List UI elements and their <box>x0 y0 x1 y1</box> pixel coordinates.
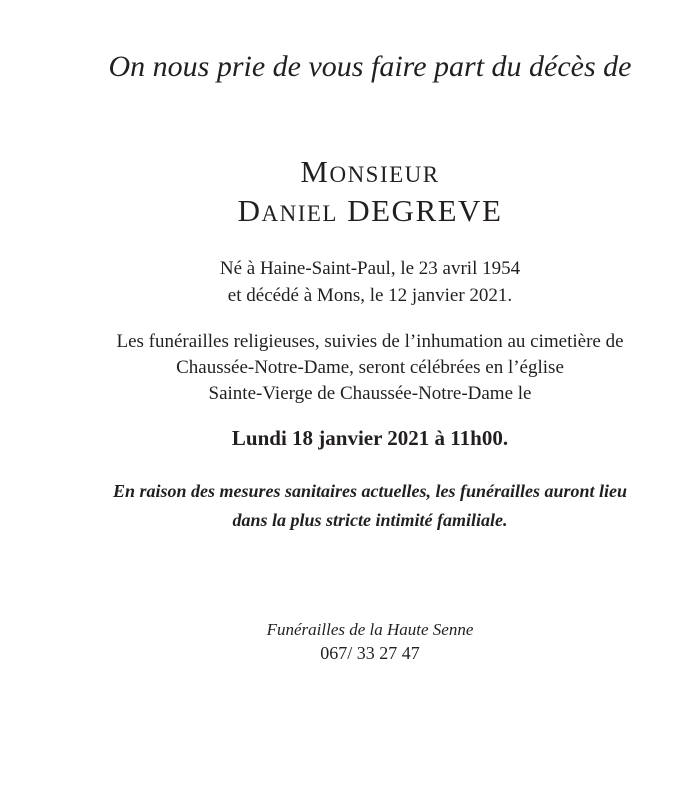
honorific-rest: ONSIEUR <box>329 162 440 187</box>
undertaker-phone: 067/ 33 27 47 <box>320 643 420 663</box>
death-line: et décédé à Mons, le 12 janvier 2021. <box>227 285 513 306</box>
honorific-initial: M <box>300 154 330 189</box>
funeral-line: Les funérailles religieuses, suivies de l’inhumation au cimetière de <box>116 331 624 352</box>
birth-line: Né à Haine-Saint-Paul, le 23 avril 1954 <box>219 258 521 279</box>
deceased-name <box>28 193 684 229</box>
first-name-initial: D <box>237 193 262 228</box>
surname: DEGREVE <box>347 193 503 228</box>
first-name-rest: ANIEL <box>261 201 338 226</box>
ceremony-date: Lundi 18 janvier 2021 à 11h00. <box>231 426 509 450</box>
announcement-intro: On nous prie de vous faire part du décès de <box>108 50 632 83</box>
sanitary-notice-line: dans la plus stricte intimité familiale. <box>232 510 508 530</box>
sanitary-notice-line: En raison des mesures sanitaires actuelles, les funérailles auront lieu <box>112 481 628 501</box>
funeral-line: Chaussée-Notre-Dame, seront célébrées en l’église <box>176 357 564 378</box>
undertaker-name: Funérailles de la Haute Senne <box>266 620 474 639</box>
deceased-honorific <box>28 154 684 190</box>
funeral-line: Sainte-Vierge de Chaussée-Notre-Dame le <box>208 383 532 404</box>
